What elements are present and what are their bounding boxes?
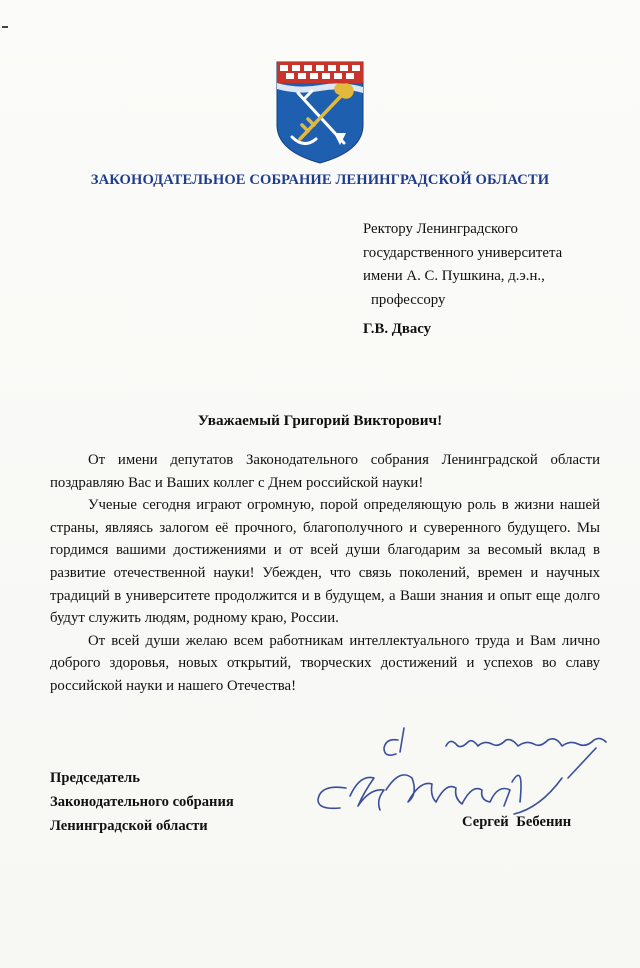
handwritten-note: С уважением	[300, 718, 306, 719]
signer-title-line: Законодательного собрания	[50, 794, 234, 810]
addressee-name: Г.В. Двасу	[363, 321, 432, 337]
letter-body	[50, 449, 600, 698]
organization-heading: ЗАКОНОДАТЕЛЬНОЕ СОБРАНИЕ ЛЕНИНГРАДСКОЙ ОБЛАСТИ	[90, 172, 550, 188]
addressee-line: профессору	[371, 291, 446, 308]
signer-title	[50, 766, 290, 838]
body-paragraph: От имени депутатов Законодательного собрания Ленинградской области поздравляю Вас и Ваших коллег с Днем российской науки!	[50, 452, 600, 491]
addressee-line: государственного университета	[363, 244, 563, 261]
coat-of-arms-emblem	[274, 59, 366, 165]
signer-title-line: Председатель	[50, 770, 140, 786]
greeting: Уважаемый Григорий Викторович!	[197, 412, 443, 429]
signer-title-line: Ленинградской области	[50, 818, 208, 834]
addressee-line: имени А. С. Пушкина, д.э.н.,	[363, 268, 545, 284]
signer-name: Сергей Бебенин	[462, 814, 572, 830]
scan-mark	[2, 26, 10, 29]
addressee-line: Ректору Ленинградского	[363, 221, 518, 237]
body-paragraph: Ученые сегодня играют огромную, порой определяющую роль в жизни нашей страны, являясь залогом её прочного, благополучного и суверенного будущего. Мы гордимся вашими достижениями и от всей души благодарим за весомый вклад в развитие отечественной науки! Убежден, что связь поколений, времен и научных традиций в университете продолжится и в будущем, а Ваши знания и опыт еще долго будут служить людям, родному краю, России.	[50, 497, 600, 627]
body-paragraph: От всей души желаю всем работникам интеллектуального труда и Вам лично доброго здоровья, новых открытий, творческих достижений и успехов во славу российской науки и нашего Отечества!	[50, 632, 600, 694]
addressee-block	[363, 218, 623, 342]
